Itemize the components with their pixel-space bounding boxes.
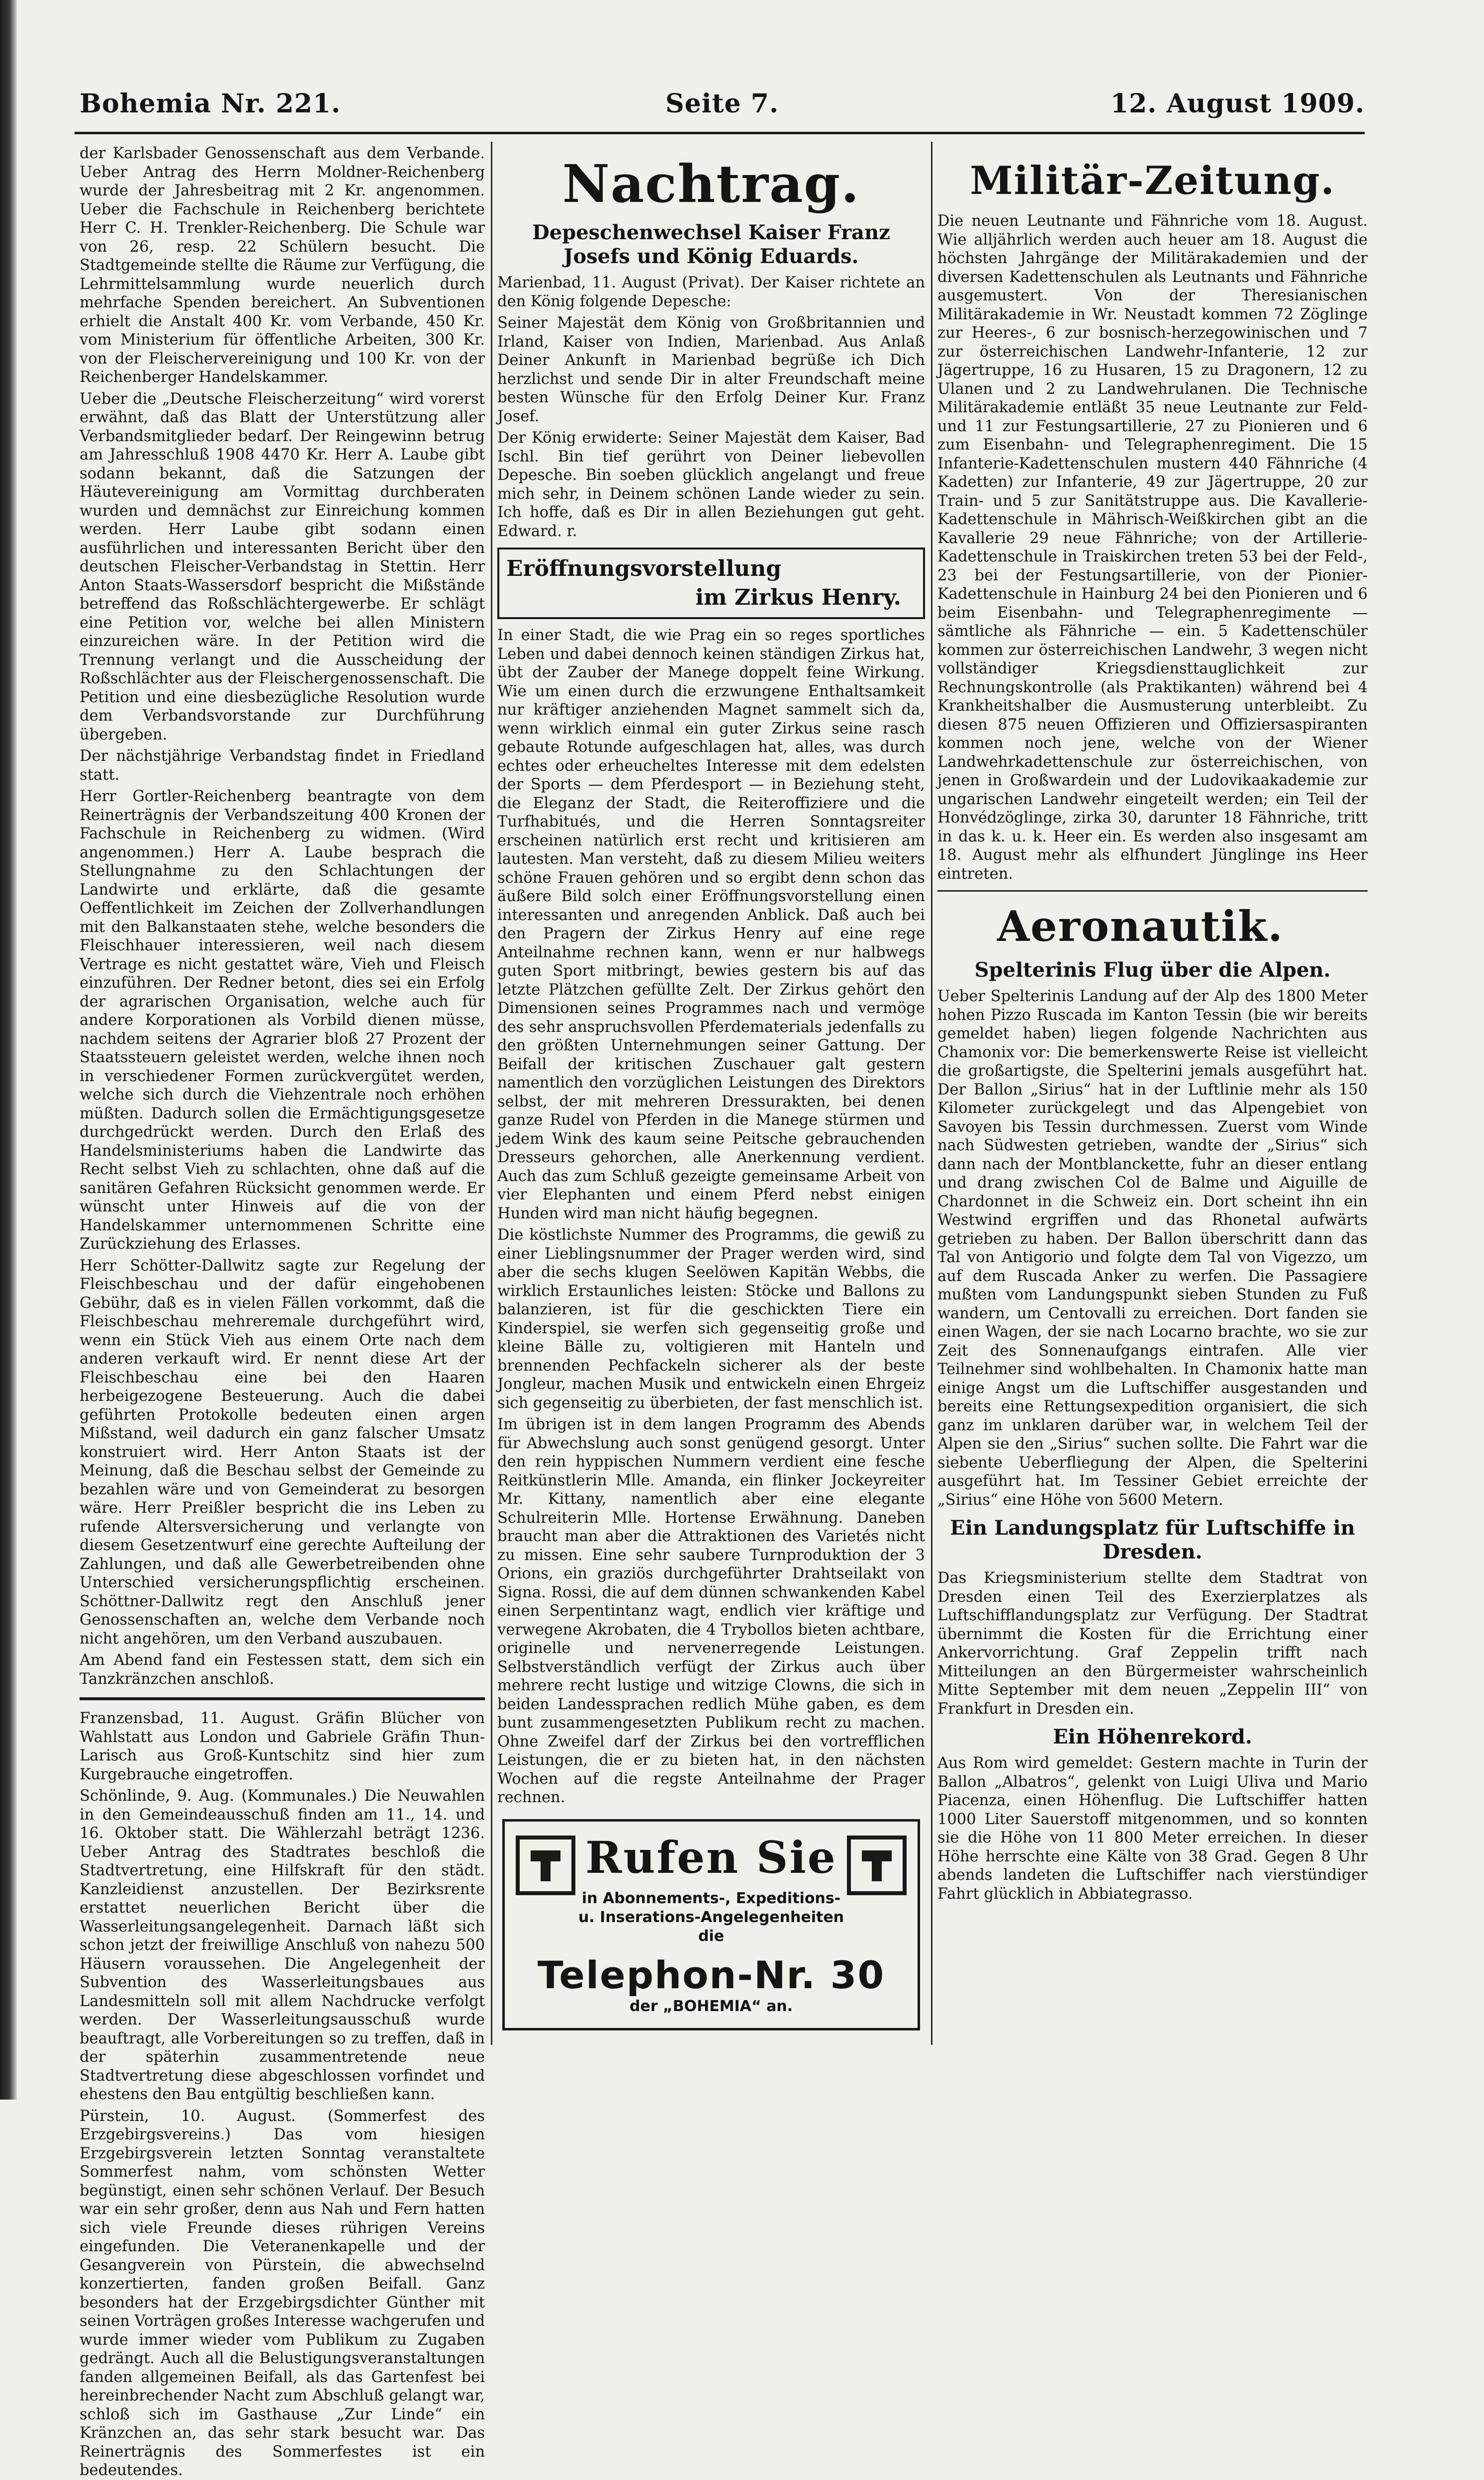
- column-right: [937, 144, 1368, 2055]
- column-divider: [491, 142, 492, 2045]
- article-paragraph: Aus Rom wird gemeldet: Gestern machte in Turin der Ballon „Albatros“, gelenkt von Luigi Uliva und Mario Piacenza, einen Höhenflug. Die Luftschiffer hatten 1000 Liter Sauerstoff mitgenommen, und so konnten sie die Höhe von 11 800 Meter erreichen. In dieser Höhe herrschte eine Kälte von 38 Grad. Gegen 8 Uhr abends landeten die Luftschiffer nach vierstündiger Fahrt glücklich in Abbiategrasso.: [937, 1754, 1368, 1903]
- section-divider: [937, 890, 1368, 892]
- ad-emblem-icon: [516, 1836, 575, 1895]
- article-paragraph: Im übrigen ist in dem langen Programm des Abends für Abwechslung auch sonst genügend gesorgt. Unter den rein hyppischen Nummern verdient eine fesche Reitkünstlerin Mlle. Amanda, ein flinker Jockeyreiter Mr. Kittany, namentlich aber eine elegante Schulreiterin Mlle. Hortense Erwähnung. Daneben braucht man aber die Attraktionen des Varietés nicht zu missen. Eine sehr saubere Turnproduktion der 3 Orions, ein graziös durchgeführter Drahtseilakt von Signa. Rossi, die auf dem dünnen schwankenden Kabel einen Serpentintanz wagt, endlich vier kräftige und verwegene Akrobaten, die 4 Trybollos bieten achtbare, originelle und nervenerregende Leistungen. Selbstverständlich verfügt der Zirkus auch über mehrere recht lustige und witzige Clowns, die sich in beiden Landessprachen redlich Mühe gaben, es dem bunt zusammengesetzten Publikum recht zu machen. Ohne Zweifel darf der Zirkus bei den vortrefflichen Leistungen, die er zu bieten hat, in den nächsten Wochen auf die regste Anteilnahme der Prager rechnen.: [497, 1416, 925, 1806]
- article-headline: Spelterinis Flug über die Alpen.: [974, 958, 1331, 982]
- paper-number: Bohemia Nr. 221.: [80, 89, 341, 119]
- ad-headline: Rufen Sie: [585, 1831, 837, 1883]
- article-headline: Ein Landungsplatz für Luftschiffe in Dresden.: [950, 1516, 1355, 1563]
- section-title-aeronautik: Aeronautik.: [997, 902, 1284, 951]
- article-paragraph: Am Abend fand ein Festessen statt, dem sich ein Tanzkränzchen anschloß.: [80, 1652, 485, 1688]
- ad-subtext: in Abonnements-, Expeditions- u. Inserations-Angelegenheiten die: [578, 1889, 844, 1945]
- article-paragraph: Die neuen Leutnante und Fähnriche vom 18. August. Wie alljährlich werden auch heuer am 18. August die höchsten Jahrgänge der Militärakademien und der diversen Kadettenschulen als Leutnants und Fähnriche ausgemustert. Von der Theresianischen Militärakademie in Wr. Neustadt kommen 72 Zöglinge zur Heeres-, 6 zur bosnisch-herzegowinischen und 7 zur österreichischen Landwehr-Infanterie, 12 zur Jägertruppe, 16 zu Husaren, 15 zu Dragonern, 12 zu Ulanen und 2 zu Landwehrulanen. Die Technische Militärakademie entläßt 35 neue Leutnante zur Feld- und 11 zur Festungsartillerie, 27 zu Pionieren und 6 zum Eisenbahn- und Telegraphenregiment. Die 15 Infanterie-Kadettenschulen mustern 440 Fähnriche (4 Kadetten) zur Infanterie, 49 zur Jägertruppe, 20 zur Train- und 5 zur Sanitätstruppe aus. Die Kavallerie-Kadettenschule in Mährisch-Weißkirchen gibt an die Kavallerie 29 neue Fähnriche; von der Artillerie-Kadettenschule in Traiskirchen treten 53 bei der Feld-, 23 bei der Festungsartillerie, von der Pionier-Kadettenschule in Hainburg 24 bei den Pionieren und 6 beim Eisenbahn- und Telegraphenregimente — sämtliche als Fähnriche — ein. 5 Kadettenschüler kommen zur österreichischen Landwehr, 3 wegen nicht vollständiger Kriegsdiensttauglichkeit zur Rechnungskontrolle (als Praktikanten) während bei 4 Krankheitshalber die Ausmusterung unterbleibt. Zu diesen 875 neuen Offizieren und Offiziersaspiranten kommen noch jene, welche von der Wiener Landwehrkadettenschule zur österreichischen, von jenen in Großwardein und der Ludovikaakademie zur ungarischen Landwehr eingeteilt werden; ein Teil der Honvédzöglinge, zirka 30, darunter 18 Fähnriche, tritt in das k. u. k. Heer ein. Es werden also insgesamt am 18. August mehr als elfhundert Jünglinge ins Heer eintreten.: [937, 212, 1368, 883]
- article-paragraph: Der König erwiderte: Seiner Majestät dem Kaiser, Bad Ischl. Bin tief gerührt von Deiner liebevollen Depesche. Bin soeben glücklich angelangt und freue mich sehr, in Deinem schönen Lande wieder zu sein. Ich hoffe, daß es Dir in allen Beziehungen gut geht. Edward. r.: [497, 429, 925, 540]
- article-paragraph: Der nächstjährige Verbandstag findet in Friedland statt.: [80, 747, 485, 784]
- ad-phone-number: Telephon-Nr. 30: [537, 1952, 885, 1997]
- boxed-headline: [497, 548, 925, 619]
- header-rule: [75, 132, 1365, 134]
- ad-footer: der „BOHEMIA“ an.: [629, 1997, 793, 2015]
- news-item-schoenlinde: Schönlinde, 9. Aug. (Kommunales.) Die Neuwahlen in den Gemeindeausschuß finden am 11., 14. und 16. Oktober statt. Die Wählerzahl beträgt 1236. Ueber Antrag des Stadtrates beschloß die Stadtvertretung, eine Hilfskraft für den städt. Kanzleidienst anzustellen. Der Bezirksrente erstattet neuerlichen Bericht über die Wasserleitungsangelegenheit. Darnach läßt sich schon jetzt der freiwillige Anschluß von nahezu 500 Häusern voraussehen. Die Angelegenheit der Subvention des Wasserleitungsbaues aus Landesmitteln soll mit allem Nachdrucke verfolgt werden. Der Wasserleitungsausschuß wurde beauftragt, alle Vorbereitungen so zu treffen, daß in der späterhin zusammentretende neue Stadtvertretung diese abgeschlossen vorfindet und ehestens den Bau entgültig beschließen kann.: [80, 1787, 485, 2103]
- advertisement-box: [502, 1819, 920, 2030]
- article-paragraph: der Karlsbader Genossenschaft aus dem Verbande. Ueber Antrag des Herrn Moldner-Reichenberg wurde der Jahresbeitrag mit 2 Kr. angenommen. Ueber die Fachschule in Reichenberg berichtete Herr C. H. Trenkler-Reichenberg. Die Schule war von 26, resp. 22 Schülern besucht. Die Stadtgemeinde stellte die Räume zur Verfügung, die Lehrmittelsammlung wurde neuerlich durch mehrfache Spenden bereichert. An Subventionen erhielt die Anstalt 400 Kr. vom Verbande, 450 Kr. vom Ministerium für öffentliche Arbeiten, 300 Kr. von der Fleischervereinigung und 100 Kr. von der Reichenberger Handelskammer.: [80, 145, 485, 386]
- boxed-headline-line1: Eröffnungsvorstellung: [506, 556, 782, 581]
- news-item-puerstein: Pürstein, 10. August. (Sommerfest des Erzgebirgsvereins.) Das vom hiesigen Erzgebirgsverein letzten Sonntag veranstaltete Sommerfest nahm, vom schönsten Wetter begünstigt, einen sehr schönen Verlauf. Der Besuch war ein sehr großer, denn aus Nah und Fern hatten sich viele Freunde dieses rührigen Vereins eingefunden. Die Veteranenkapelle und der Gesangverein von Pürstein, die abwechselnd konzertierten, fanden großen Beifall. Ganz besonders hat der Erzgebirgsdichter Günther mit seinen Vorträgen großes Interesse wachgerufen und wurde immer wieder vom Publikum zu Zugaben gedrängt. Auch all die Belustigungsveranstaltungen fanden allgemeinen Beifall, als das Gartenfest bei hereinbrechender Nacht zum Abschluß gelangt war, schloß sich im Gasthause „Zur Linde“ ein Kränzchen an, das sehr stark besucht war. Das Reinerträgnis des Sommerfestes ist ein bedeutendes.: [80, 2107, 485, 2479]
- boxed-headline-line2: im Zirkus Henry.: [695, 585, 901, 610]
- article-paragraph: Das Kriegsministerium stellte dem Stadtrat von Dresden einen Teil des Exerzierplatzes als Luftschifflandungsplatz zur Verfügung. Der Stadtrat übernimmt die Kosten für die Errichtung einer Ankervorrichtung. Graf Zeppelin trifft nach Mitteilungen an den Bürgermeister wahrscheinlich Mitte September mit dem neuen „Zeppelin III“ von Frankfurt in Dresden ein.: [937, 1569, 1368, 1718]
- column-left: [80, 144, 485, 2479]
- scan-edge: [0, 0, 17, 2100]
- article-paragraph: In einer Stadt, die wie Prag ein so reges sportliches Leben und dabei dennoch keinen ständigen Zirkus hat, übt der Zauber der Manege doppelt feine Wirkung. Wie um einen durch die erzwungene Enthaltsamkeit nur kräftiger anziehenden Magnet sammelt sich da, wenn wirklich einmal ein guter Zirkus seine rasch gebaute Rotunde aufgeschlagen hat, alles, was durch echtes oder erheucheltes Interesse mit dem edelsten der Sports — dem Pferdesport — in Beziehung steht, die Eleganz der Stadt, die Reiteroffiziere und die Turfhabitués, und die Herren Sonntagsreiter erscheinen natürlich erst recht und kritisieren am lautesten. Man versteht, daß zu diesem Milieu weiters schöne Frauen gehören und so ergibt denn schon das äußere Bild solch einer Eröffnungsvorstellung einen interessanten und anregenden Anblick. Daß auch bei den Pragern der Zirkus Henry auf eine rege Anteilnahme rechnen kann, wenn er nur halbwegs guten Sport mitbringt, bewies gestern bis auf das letzte Plätzchen gefüllte Zelt. Der Zirkus gehört den Dimensionen seines Programmes nach und vermöge des sehr anspruchsvollen Pferdematerials jedenfalls zu den größten Unternehmungen seiner Gattung. Der Beifall der kritischen Zuschauer galt gestern namentlich den vorzüglichen Leistungen des Direktors selbst, der mit mehreren Dressurakten, bei denen ganze Rudel von Pferden in die Manege stürmen und jedem Wink des kaum seine Peitsche gebrauchenden Dresseurs gehorchen, alle Anerkennung verdient. Auch das zum Schluß gezeigte gemeinsame Arbeit von vier Elephanten und einem Pferd nebst einigen Hunden wird man nicht häufig begegnen.: [497, 627, 925, 1222]
- page-header: [80, 89, 1365, 133]
- ad-emblem-icon: [847, 1836, 907, 1895]
- article-paragraph: Herr Schötter-Dallwitz sagte zur Regelung der Fleischbeschau und der dafür eingehobenen Gebühr, daß es in vielen Fällen vorkommt, daß die Fleischbeschau mehreremale durchgeführt wird, wenn ein Stück Vieh aus einem Orte nach dem anderen verkauft wird. Er nennt diese Art der Fleischbeschau eine bei den Haaren herbeigezogene Besteuerung. Auch die dabei geführten Protokolle bedeuten einen argen Mißstand, weil dadurch ein ganz falscher Umsatz konstruiert wird. Herr Anton Staats ist der Meinung, daß die Beschau selbst der Gemeinde zu bezahlen wäre und von Gemeinderat zu besorgen wäre. Herr Preißler bespricht die ins Leben zu rufende Altersversicherung und verlangte von diesem Gesetzentwurf eine gerechte Aufteilung der Zahlungen, und daß alle Gewerbetreibenden ohne Unterschied versicherungspflichtig erscheinen. Schöttner-Dallwitz regt den Anschluß jener Genossenschaften an, welche dem Verbande noch nicht angehören, um den Verband auszubauen.: [80, 1257, 485, 1648]
- column-middle: [497, 144, 925, 2055]
- section-divider: [80, 1697, 485, 1700]
- section-title-nachtrag: Nachtrag.: [562, 153, 860, 214]
- section-title-militaer: Militär-Zeitung.: [970, 158, 1335, 203]
- article-paragraph: Marienbad, 11. August (Privat). Der Kaiser richtete an den König folgende Depesche:: [497, 274, 925, 310]
- article-paragraph: Ueber die „Deutsche Fleischerzeitung“ wird vorerst erwähnt, daß das Blatt der Unterstützung aller Verbandsmitglieder bedarf. Der Reingewinn betrug am Jahresschluß 1908 4470 Kr. Herr A. Laube gibt sodann bekannt, daß die Satzungen der Häutevereinigung am Vormittag durchberaten wurden und demnächst zur Einreichung kommen werden. Herr Laube gibt sodann einen ausführlichen und interessanten Bericht über den deutschen Fleischer-Verbandstag in Stettin. Herr Anton Staats-Wassersdorf bespricht die Mißstände betreffend das Roßschlächtergewerbe. Er schlägt eine Petition vor, welche bei allen Ministern einzureichen wäre. In der Petition wird die Trennung verlangt und die Ausscheidung der Roßschlächter aus der Fleischergenossenschaft. Die Petition und eine diesbezügliche Resolution wurde dem Verbandsvorstande zur Durchführung übergeben.: [80, 390, 485, 743]
- column-divider: [931, 142, 932, 2045]
- article-headline: Ein Höhenrekord.: [1053, 1725, 1252, 1748]
- issue-date: 12. August 1909.: [1110, 89, 1365, 119]
- article-paragraph: Herr Gortler-Reichenberg beantragte von dem Reinerträgnis der Verbandszeitung 400 Kronen der Fachschule in Reichenberg zu widmen. (Wird angenommen.) Herr A. Laube besprach die Stellungnahme zu den Schlachtungen der Landwirte und erklärte, daß die gesamte Oeffentlichkeit im Zeichen der Zollverhandlungen mit den Balkanstaaten stehe, welche besonders die Fleischhauer interessieren, weil nach diesem Vertrage es nicht gestattet wäre, Vieh und Fleisch einzuführen. Der Redner betont, dies sei ein Erfolg der agrarischen Organisation, welche auch für andere Korporationen als Vorbild dienen müsse, nachdem seitens der Agrarier bloß 27 Prozent der Staatssteuern geleistet werden, welche ihnen noch in verschiedener Formen zurückvergütet werden, welche sich durch die Viehzentrale noch erhöhen müßten. Dadurch sollen die Ermächtigungsgesetze durchgedrückt werden. Durch den Erlaß des Handelsministeriums haben die Landwirte das Recht selbst Vieh zu schlachten, ohne daß auf die sanitären Gefahren Rücksicht genommen werde. Er wünscht unter Hinweis auf die von der Handelskammer unternommenen Schritte eine Zurückziehung des Erlasses.: [80, 788, 485, 1253]
- page-number: Seite 7.: [665, 89, 779, 119]
- article-paragraph: Die köstlichste Nummer des Programms, die gewiß zu einer Lieblingsnummer der Prager werden wird, sind aber die sechs klugen Seelöwen Kapitän Webbs, die wirklich Erstaunliches leisten: Stöcke und Ballons zu balanzieren, ist für die geschickten Tiere ein Kinderspiel, sie werfen sich gegenseitig große und kleine Bälle zu, voltigieren mit Hanteln und brennenden Pechfackeln sicherer als der beste Jongleur, machen Musik und entwickeln einen Ehrgeiz sich gegenseitig zu überbieten, der fast menschlich ist.: [497, 1226, 925, 1412]
- article-headline: Depeschenwechsel Kaiser Franz Josefs und König Eduards.: [532, 221, 890, 268]
- article-paragraph: Ueber Spelterinis Landung auf der Alp des 1800 Meter hohen Pizzo Ruscada im Kanton Tessin (bie wir bereits gemeldet haben) liegen folgende Nachrichten aus Chamonix vor: Die bemerkenswerte Reise ist vielleicht die großartigste, die Spelterini jemals ausgeführt hat. Der Ballon „Sirius“ hat in der Luftlinie mehr als 150 Kilometer zurückgelegt und das Alpengebiet von Savoyen bis Tessin durchmessen. Zuerst vom Winde nach Südwesten getrieben, wandte der „Sirius“ sich dann nach der Montblanckette, fuhr an dieser entlang und drang zwischen Col de Balme und Aiguille de Chardonnet in die Schweiz ein. Dort scheint ihn ein Westwind ergriffen und das Rhonetal aufwärts getrieben zu haben. Der Ballon überschritt dann das Tal von Antigorio und folgte dem Tal von Vigezzo, um auf dem Ruscada Anker zu werfen. Die Passagiere mußten vom Landungspunkt sieben Stunden zu Fuß wandern, um Centovalli zu erreichen. Dort fanden sie einen Wagen, der sie nach Locarno brachte, wo sie zur Zeit des Sonnenaufgangs eintrafen. Alle vier Teilnehmer sind wohlbehalten. In Chamonix hatte man einige Angst um die Luftschiffer ausgestanden und bereits eine Rettungsexpedition organisiert, die sich ganz im unklaren darüber war, in welchem Teil der Alpen sie den „Sirius“ suchen sollte. Die Fahrt war die siebente Ueberfliegung der Alpen, die Spelterini ausgeführt hat. Im Tessiner Gebiet erreichte der „Sirius“ eine Höhe von 5600 Metern.: [937, 988, 1368, 1509]
- article-paragraph: Seiner Majestät dem König von Großbritannien und Irland, Kaiser von Indien, Marienbad. Aus Anlaß Deiner Ankunft in Marienbad begrüße ich Dich herzlichst und sende Dir in alter Freundschaft meine besten Wünsche für den Erfolg Deiner Kur. Franz Josef.: [497, 314, 925, 425]
- news-item-franzensbad: Franzensbad, 11. August. Gräfin Blücher von Wahlstatt aus London und Gabriele Gräfin Thun-Larisch aus Groß-Kuntschitz sind hier zum Kurgebrauche eingetroffen.: [80, 1710, 485, 1783]
